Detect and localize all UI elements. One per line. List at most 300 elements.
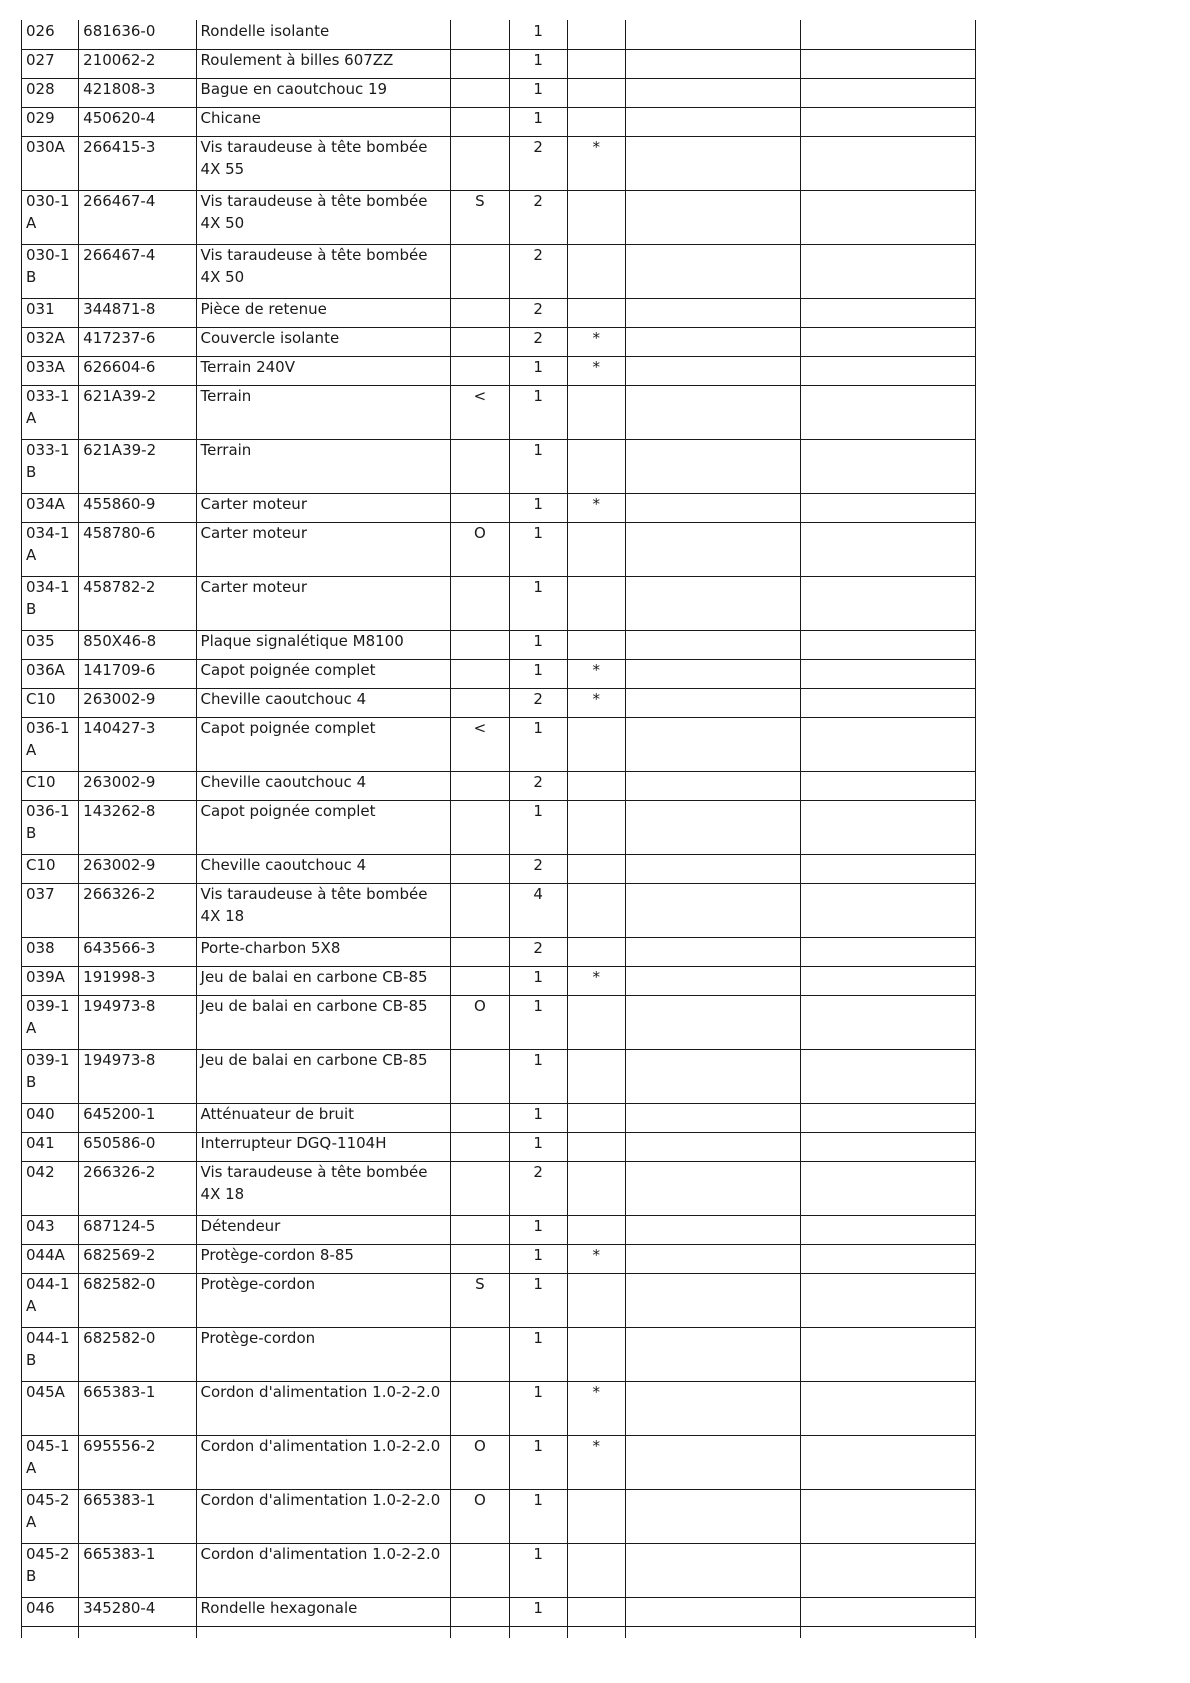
empty-cell	[625, 1244, 801, 1273]
note-cell	[451, 1327, 509, 1381]
quantity-cell: 1	[509, 1327, 567, 1381]
reference-cell: 665383-1	[79, 1381, 196, 1435]
quantity-cell: 2	[509, 327, 567, 356]
empty-cell	[625, 659, 801, 688]
marker-cell: *	[567, 1435, 625, 1489]
description-cell: Carter moteur	[196, 576, 451, 630]
empty-cell	[801, 937, 976, 966]
part-number-cell: 045-2 B	[22, 1543, 79, 1597]
note-cell	[451, 20, 509, 49]
empty-cell	[801, 688, 976, 717]
marker-cell	[567, 1273, 625, 1327]
marker-cell	[567, 995, 625, 1049]
empty-cell	[625, 107, 801, 136]
description-cell: Interrupteur DGQ-1104H	[196, 1132, 451, 1161]
empty-cell	[625, 298, 801, 327]
reference-cell: 194973-8	[79, 995, 196, 1049]
empty-cell	[625, 883, 801, 937]
part-number-cell: 046	[22, 1597, 79, 1626]
empty-cell	[625, 356, 801, 385]
note-cell	[451, 800, 509, 854]
empty-cell	[625, 576, 801, 630]
note-cell: O	[451, 995, 509, 1049]
part-number-cell: 027	[22, 49, 79, 78]
table-row	[22, 356, 976, 385]
table-row	[22, 327, 976, 356]
part-number-cell: 040	[22, 1103, 79, 1132]
empty-cell	[625, 136, 801, 190]
empty-cell	[625, 630, 801, 659]
note-cell: <	[451, 717, 509, 771]
quantity-cell: 1	[509, 1244, 567, 1273]
empty-cell	[625, 385, 801, 439]
empty-cell	[801, 883, 976, 937]
marker-cell	[567, 1103, 625, 1132]
quantity-cell: 2	[509, 136, 567, 190]
part-number-cell: 030A	[22, 136, 79, 190]
reference-cell: 421808-3	[79, 78, 196, 107]
part-number-cell: 029	[22, 107, 79, 136]
description-cell: Cheville caoutchouc 4	[196, 854, 451, 883]
empty-cell	[625, 20, 801, 49]
empty-cell	[625, 522, 801, 576]
empty-cell	[801, 1597, 976, 1626]
marker-cell	[567, 883, 625, 937]
quantity-cell: 2	[509, 937, 567, 966]
description-cell: Capot poignée complet	[196, 800, 451, 854]
note-cell: O	[451, 1435, 509, 1489]
marker-cell: *	[567, 1381, 625, 1435]
reference-cell: 682582-0	[79, 1273, 196, 1327]
reference-cell: 665383-1	[79, 1543, 196, 1597]
table-row	[22, 1244, 976, 1273]
empty-cell	[801, 1626, 976, 1638]
note-cell: O	[451, 1489, 509, 1543]
quantity-cell: 1	[509, 717, 567, 771]
part-number-cell: 036-1 B	[22, 800, 79, 854]
marker-cell: *	[567, 1244, 625, 1273]
marker-cell: *	[567, 327, 625, 356]
empty-cell	[625, 966, 801, 995]
quantity-cell: 1	[509, 966, 567, 995]
part-number-cell: 034-1 A	[22, 522, 79, 576]
table-row	[22, 937, 976, 966]
table-row	[22, 107, 976, 136]
part-number-cell: 045-2 A	[22, 1489, 79, 1543]
quantity-cell: 2	[509, 298, 567, 327]
quantity-cell: 1	[509, 576, 567, 630]
table-row	[22, 1132, 976, 1161]
marker-cell	[567, 1049, 625, 1103]
quantity-cell: 1	[509, 49, 567, 78]
empty-cell	[625, 937, 801, 966]
reference-cell: 650586-0	[79, 1132, 196, 1161]
table-row	[22, 20, 976, 49]
quantity-cell: 1	[509, 1049, 567, 1103]
quantity-cell: 1	[509, 439, 567, 493]
quantity-cell: 1	[509, 1435, 567, 1489]
empty-cell	[625, 1327, 801, 1381]
empty-cell	[625, 493, 801, 522]
empty-cell	[625, 190, 801, 244]
empty-cell	[625, 244, 801, 298]
description-cell: Porte-charbon 5X8	[196, 937, 451, 966]
table-row	[22, 244, 976, 298]
description-cell: Protège-cordon	[196, 1273, 451, 1327]
quantity-cell: 1	[509, 78, 567, 107]
note-cell	[451, 883, 509, 937]
empty-cell	[625, 49, 801, 78]
note-cell	[451, 136, 509, 190]
empty-cell	[801, 1435, 976, 1489]
empty-cell	[625, 1626, 801, 1638]
marker-cell: *	[567, 966, 625, 995]
table-row-continued	[22, 1626, 976, 1638]
reference-cell: 695556-2	[79, 1435, 196, 1489]
part-number-cell: C10	[22, 854, 79, 883]
empty-cell	[625, 1543, 801, 1597]
empty-cell	[801, 854, 976, 883]
part-number-cell: 036A	[22, 659, 79, 688]
description-cell: Rondelle hexagonale	[196, 1597, 451, 1626]
empty-cell	[451, 1626, 509, 1638]
part-number-cell: 033A	[22, 356, 79, 385]
table-row	[22, 439, 976, 493]
marker-cell	[567, 49, 625, 78]
reference-cell: 191998-3	[79, 966, 196, 995]
description-cell: Cheville caoutchouc 4	[196, 771, 451, 800]
description-cell: Terrain	[196, 439, 451, 493]
note-cell	[451, 1597, 509, 1626]
empty-cell	[625, 1132, 801, 1161]
empty-cell	[801, 1381, 976, 1435]
description-cell: Atténuateur de bruit	[196, 1103, 451, 1132]
marker-cell	[567, 190, 625, 244]
table-row	[22, 1161, 976, 1215]
note-cell: S	[451, 1273, 509, 1327]
reference-cell: 194973-8	[79, 1049, 196, 1103]
empty-cell	[801, 576, 976, 630]
description-cell: Vis taraudeuse à tête bombée 4X 18	[196, 1161, 451, 1215]
note-cell: <	[451, 385, 509, 439]
marker-cell	[567, 800, 625, 854]
note-cell	[451, 1543, 509, 1597]
reference-cell: 140427-3	[79, 717, 196, 771]
empty-cell	[801, 1049, 976, 1103]
quantity-cell: 1	[509, 659, 567, 688]
quantity-cell: 1	[509, 385, 567, 439]
empty-cell	[801, 630, 976, 659]
description-cell: Protège-cordon	[196, 1327, 451, 1381]
table-row	[22, 576, 976, 630]
part-number-cell: 034-1 B	[22, 576, 79, 630]
marker-cell	[567, 630, 625, 659]
quantity-cell: 1	[509, 1215, 567, 1244]
reference-cell: 345280-4	[79, 1597, 196, 1626]
reference-cell: 141709-6	[79, 659, 196, 688]
table-row	[22, 190, 976, 244]
description-cell: Plaque signalétique M8100	[196, 630, 451, 659]
description-cell: Jeu de balai en carbone CB-85	[196, 1049, 451, 1103]
empty-cell	[801, 717, 976, 771]
part-number-cell: 041	[22, 1132, 79, 1161]
table-row	[22, 493, 976, 522]
part-number-cell: 032A	[22, 327, 79, 356]
empty-cell	[625, 1489, 801, 1543]
empty-cell	[801, 1327, 976, 1381]
empty-cell	[801, 1215, 976, 1244]
note-cell	[451, 327, 509, 356]
part-number-cell: 039A	[22, 966, 79, 995]
empty-cell	[801, 966, 976, 995]
description-cell: Bague en caoutchouc 19	[196, 78, 451, 107]
marker-cell: *	[567, 493, 625, 522]
description-cell: Couvercle isolante	[196, 327, 451, 356]
marker-cell	[567, 244, 625, 298]
reference-cell: 266467-4	[79, 244, 196, 298]
marker-cell: *	[567, 136, 625, 190]
empty-cell	[801, 995, 976, 1049]
parts-table-body	[22, 20, 976, 1638]
empty-cell	[625, 1103, 801, 1132]
part-number-cell: 033-1 A	[22, 385, 79, 439]
part-number-cell: 043	[22, 1215, 79, 1244]
note-cell	[451, 1381, 509, 1435]
reference-cell: 682582-0	[79, 1327, 196, 1381]
marker-cell: *	[567, 688, 625, 717]
note-cell	[451, 771, 509, 800]
description-cell: Capot poignée complet	[196, 659, 451, 688]
empty-cell	[801, 136, 976, 190]
quantity-cell: 1	[509, 630, 567, 659]
empty-cell	[625, 771, 801, 800]
quantity-cell: 1	[509, 20, 567, 49]
reference-cell: 621A39-2	[79, 439, 196, 493]
note-cell	[451, 49, 509, 78]
description-cell: Carter moteur	[196, 522, 451, 576]
table-row	[22, 522, 976, 576]
empty-cell	[79, 1626, 196, 1638]
marker-cell	[567, 1597, 625, 1626]
table-row	[22, 966, 976, 995]
reference-cell: 455860-9	[79, 493, 196, 522]
part-number-cell: C10	[22, 688, 79, 717]
empty-cell	[801, 439, 976, 493]
empty-cell	[801, 493, 976, 522]
reference-cell: 266326-2	[79, 1161, 196, 1215]
reference-cell: 621A39-2	[79, 385, 196, 439]
quantity-cell: 1	[509, 1381, 567, 1435]
empty-cell	[625, 1161, 801, 1215]
table-row	[22, 49, 976, 78]
reference-cell: 643566-3	[79, 937, 196, 966]
reference-cell: 344871-8	[79, 298, 196, 327]
empty-cell	[509, 1626, 567, 1638]
table-row	[22, 717, 976, 771]
part-number-cell: C10	[22, 771, 79, 800]
reference-cell: 143262-8	[79, 800, 196, 854]
empty-cell	[801, 385, 976, 439]
table-row	[22, 1273, 976, 1327]
table-row	[22, 883, 976, 937]
marker-cell	[567, 107, 625, 136]
empty-cell	[801, 771, 976, 800]
quantity-cell: 2	[509, 854, 567, 883]
note-cell	[451, 576, 509, 630]
empty-cell	[801, 20, 976, 49]
reference-cell: 665383-1	[79, 1489, 196, 1543]
marker-cell	[567, 1161, 625, 1215]
empty-cell	[801, 327, 976, 356]
marker-cell	[567, 1543, 625, 1597]
quantity-cell: 1	[509, 1132, 567, 1161]
marker-cell	[567, 576, 625, 630]
part-number-cell: 035	[22, 630, 79, 659]
table-row	[22, 1215, 976, 1244]
quantity-cell: 1	[509, 493, 567, 522]
note-cell	[451, 298, 509, 327]
empty-cell	[801, 356, 976, 385]
marker-cell	[567, 522, 625, 576]
empty-cell	[196, 1626, 451, 1638]
description-cell: Cordon d'alimentation 1.0-2-2.0	[196, 1489, 451, 1543]
note-cell	[451, 688, 509, 717]
description-cell: Jeu de balai en carbone CB-85	[196, 966, 451, 995]
reference-cell: 626604-6	[79, 356, 196, 385]
note-cell	[451, 1215, 509, 1244]
empty-cell	[625, 1215, 801, 1244]
table-row	[22, 659, 976, 688]
note-cell	[451, 854, 509, 883]
reference-cell: 417237-6	[79, 327, 196, 356]
table-row	[22, 298, 976, 327]
description-cell: Terrain 240V	[196, 356, 451, 385]
table-row	[22, 1435, 976, 1489]
empty-cell	[801, 298, 976, 327]
quantity-cell: 1	[509, 522, 567, 576]
table-row	[22, 688, 976, 717]
empty-cell	[625, 800, 801, 854]
note-cell	[451, 439, 509, 493]
empty-cell	[801, 190, 976, 244]
reference-cell: 450620-4	[79, 107, 196, 136]
quantity-cell: 1	[509, 1597, 567, 1626]
quantity-cell: 4	[509, 883, 567, 937]
empty-cell	[801, 1244, 976, 1273]
table-row	[22, 1049, 976, 1103]
description-cell: Cordon d'alimentation 1.0-2-2.0	[196, 1543, 451, 1597]
quantity-cell: 1	[509, 1103, 567, 1132]
empty-cell	[625, 717, 801, 771]
part-number-cell: 044-1 B	[22, 1327, 79, 1381]
quantity-cell: 1	[509, 1543, 567, 1597]
part-number-cell: 042	[22, 1161, 79, 1215]
empty-cell	[801, 78, 976, 107]
part-number-cell: 044-1 A	[22, 1273, 79, 1327]
marker-cell: *	[567, 356, 625, 385]
empty-cell	[625, 1381, 801, 1435]
empty-cell	[801, 522, 976, 576]
marker-cell	[567, 385, 625, 439]
table-row	[22, 854, 976, 883]
marker-cell	[567, 771, 625, 800]
table-row	[22, 1597, 976, 1626]
note-cell	[451, 107, 509, 136]
marker-cell	[567, 1215, 625, 1244]
reference-cell: 458782-2	[79, 576, 196, 630]
table-row	[22, 771, 976, 800]
empty-cell	[801, 1543, 976, 1597]
table-row	[22, 1489, 976, 1543]
empty-cell	[625, 1049, 801, 1103]
description-cell: Vis taraudeuse à tête bombée 4X 50	[196, 244, 451, 298]
empty-cell	[801, 800, 976, 854]
empty-cell	[625, 1435, 801, 1489]
description-cell: Chicane	[196, 107, 451, 136]
part-number-cell: 039-1 B	[22, 1049, 79, 1103]
note-cell	[451, 966, 509, 995]
table-row	[22, 1543, 976, 1597]
empty-cell	[625, 1597, 801, 1626]
note-cell: O	[451, 522, 509, 576]
marker-cell	[567, 439, 625, 493]
part-number-cell: 039-1 A	[22, 995, 79, 1049]
reference-cell: 263002-9	[79, 854, 196, 883]
empty-cell	[625, 995, 801, 1049]
marker-cell: *	[567, 659, 625, 688]
description-cell: Cordon d'alimentation 1.0-2-2.0	[196, 1435, 451, 1489]
parts-table	[21, 20, 976, 1638]
description-cell: Cheville caoutchouc 4	[196, 688, 451, 717]
empty-cell	[801, 1103, 976, 1132]
table-row	[22, 1103, 976, 1132]
part-number-cell: 030-1 B	[22, 244, 79, 298]
reference-cell: 458780-6	[79, 522, 196, 576]
part-number-cell: 038	[22, 937, 79, 966]
reference-cell: 263002-9	[79, 771, 196, 800]
part-number-cell: 028	[22, 78, 79, 107]
marker-cell	[567, 78, 625, 107]
reference-cell: 266467-4	[79, 190, 196, 244]
marker-cell	[567, 1132, 625, 1161]
marker-cell	[567, 937, 625, 966]
quantity-cell: 1	[509, 995, 567, 1049]
part-number-cell: 033-1 B	[22, 439, 79, 493]
description-cell: Roulement à billes 607ZZ	[196, 49, 451, 78]
note-cell	[451, 1049, 509, 1103]
marker-cell	[567, 298, 625, 327]
marker-cell	[567, 1489, 625, 1543]
note-cell	[451, 1132, 509, 1161]
empty-cell	[567, 1626, 625, 1638]
note-cell	[451, 1161, 509, 1215]
quantity-cell: 1	[509, 356, 567, 385]
note-cell	[451, 1103, 509, 1132]
note-cell	[451, 244, 509, 298]
quantity-cell: 2	[509, 244, 567, 298]
description-cell: Vis taraudeuse à tête bombée 4X 55	[196, 136, 451, 190]
part-number-cell: 045-1 A	[22, 1435, 79, 1489]
marker-cell	[567, 1327, 625, 1381]
part-number-cell: 036-1 A	[22, 717, 79, 771]
empty-cell	[801, 1161, 976, 1215]
table-row	[22, 995, 976, 1049]
quantity-cell: 1	[509, 1489, 567, 1543]
empty-cell	[801, 1273, 976, 1327]
marker-cell	[567, 854, 625, 883]
table-row	[22, 136, 976, 190]
empty-cell	[625, 78, 801, 107]
